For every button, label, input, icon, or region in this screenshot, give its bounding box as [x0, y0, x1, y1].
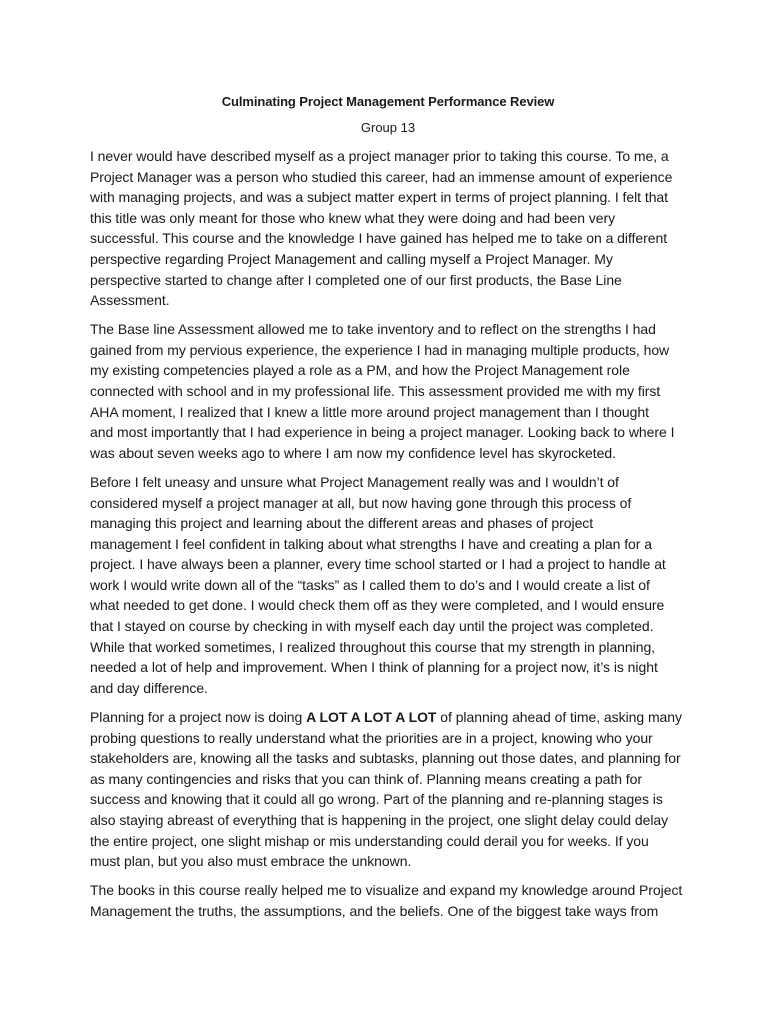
text-line: Before I felt uneasy and unsure what Project Management really was and I wouldn’t of	[90, 473, 619, 490]
text-line: work I would write down all of the “tasks” as I called them to do’s and I would create a list of	[90, 576, 650, 593]
text-line: gained from my pervious experience, the experience I had in managing multiple products, how	[90, 341, 670, 358]
text-run: of planning ahead of time, asking many	[436, 708, 682, 725]
text-line: needed a lot of help and improvement. When I think of planning for a project now, it’s is night	[90, 659, 658, 676]
text-line: this title was only meant for those who knew what they were doing and had been very	[90, 209, 616, 226]
text-line: that I stayed on course by checking in with myself each day until the project was completed.	[90, 618, 654, 635]
text-line: perspective regarding Project Management and calling myself a Project Manager. My	[90, 250, 613, 267]
text-line	[90, 707, 686, 728]
text-line: Assessment.	[90, 292, 170, 309]
text-line: considered myself a project manager at all, but now having gone through this process of	[90, 494, 632, 511]
text-run: Planning for a project now is doing	[90, 708, 307, 725]
paragraph-4	[90, 707, 686, 872]
text-line: Project Manager was a person who studied this career, had an immense amount of experience	[90, 168, 673, 185]
text-line: project. I have always been a planner, every time school started or I had a project to handle at	[90, 556, 666, 573]
text-line: AHA moment, I realized that I knew a little more around project management than I thought	[90, 403, 649, 420]
paragraph-2	[90, 319, 686, 463]
text-line: The Base line Assessment allowed me to take inventory and to reflect on the strengths I had	[90, 321, 656, 338]
document-subtitle: Group 13	[360, 120, 416, 135]
text-line: probing questions to really understand what the priorities are in a project, knowing who your	[90, 729, 653, 746]
text-line: and day difference.	[90, 679, 208, 696]
document-title: Culminating Project Management Performance Review	[221, 94, 555, 109]
text-line: and most importantly that I had experience in being a project manager. Looking back to where I	[90, 424, 675, 441]
text-line: Management the truths, the assumptions, and the beliefs. One of the biggest take ways from	[90, 902, 659, 919]
text-line: The books in this course really helped me to visualize and expand my knowledge around Project	[90, 882, 683, 899]
text-line: what needed to get done. I would check them off as they were completed, and I would ensure	[90, 597, 665, 614]
text-line: must plan, but you also must embrace the unknown.	[90, 853, 412, 870]
emphasis-text: A LOT A LOT A LOT	[306, 708, 437, 725]
text-line: the entire project, one slight mishap or mis understanding could derail you for weeks. If you	[90, 832, 649, 849]
text-line: was about seven weeks ago to where I am now my confidence level has skyrocketed.	[90, 444, 616, 461]
text-line: connected with school and in my professional life. This assessment provided me with my first	[90, 383, 661, 400]
paragraph-3	[90, 472, 686, 699]
text-line: also staying abreast of everything that is happening in the project, one slight delay could delay	[90, 811, 669, 828]
paragraph-1	[90, 146, 686, 311]
text-line: perspective started to change after I completed one of our first products, the Base Line	[90, 271, 622, 288]
text-line: with managing projects, and was a subject matter expert in terms of project planning. I felt that	[90, 189, 669, 206]
text-line: success and knowing that it could all go wrong. Part of the planning and re-planning stages is	[90, 791, 663, 808]
text-line: as many contingencies and risks that you can think of. Planning means creating a path for	[90, 770, 642, 787]
document-body	[90, 92, 686, 930]
text-line: management I feel confident in talking about what strengths I have and creating a plan for a	[90, 535, 652, 552]
text-line: I never would have described myself as a project manager prior to taking this course. To me, a	[90, 148, 669, 164]
paragraph-5	[90, 880, 686, 921]
text-line: successful. This course and the knowledge I have gained has helped me to take on a different	[90, 230, 668, 247]
text-line: my existing competencies played a role as a PM, and how the Project Management role	[90, 362, 630, 379]
text-line: While that worked sometimes, I realized throughout this course that my strength in planning,	[90, 638, 656, 655]
text-line: managing this project and learning about the different areas and phases of project	[90, 515, 594, 532]
text-line: stakeholders are, knowing all the tasks and subtasks, planning out those dates, and planning for	[90, 750, 681, 767]
